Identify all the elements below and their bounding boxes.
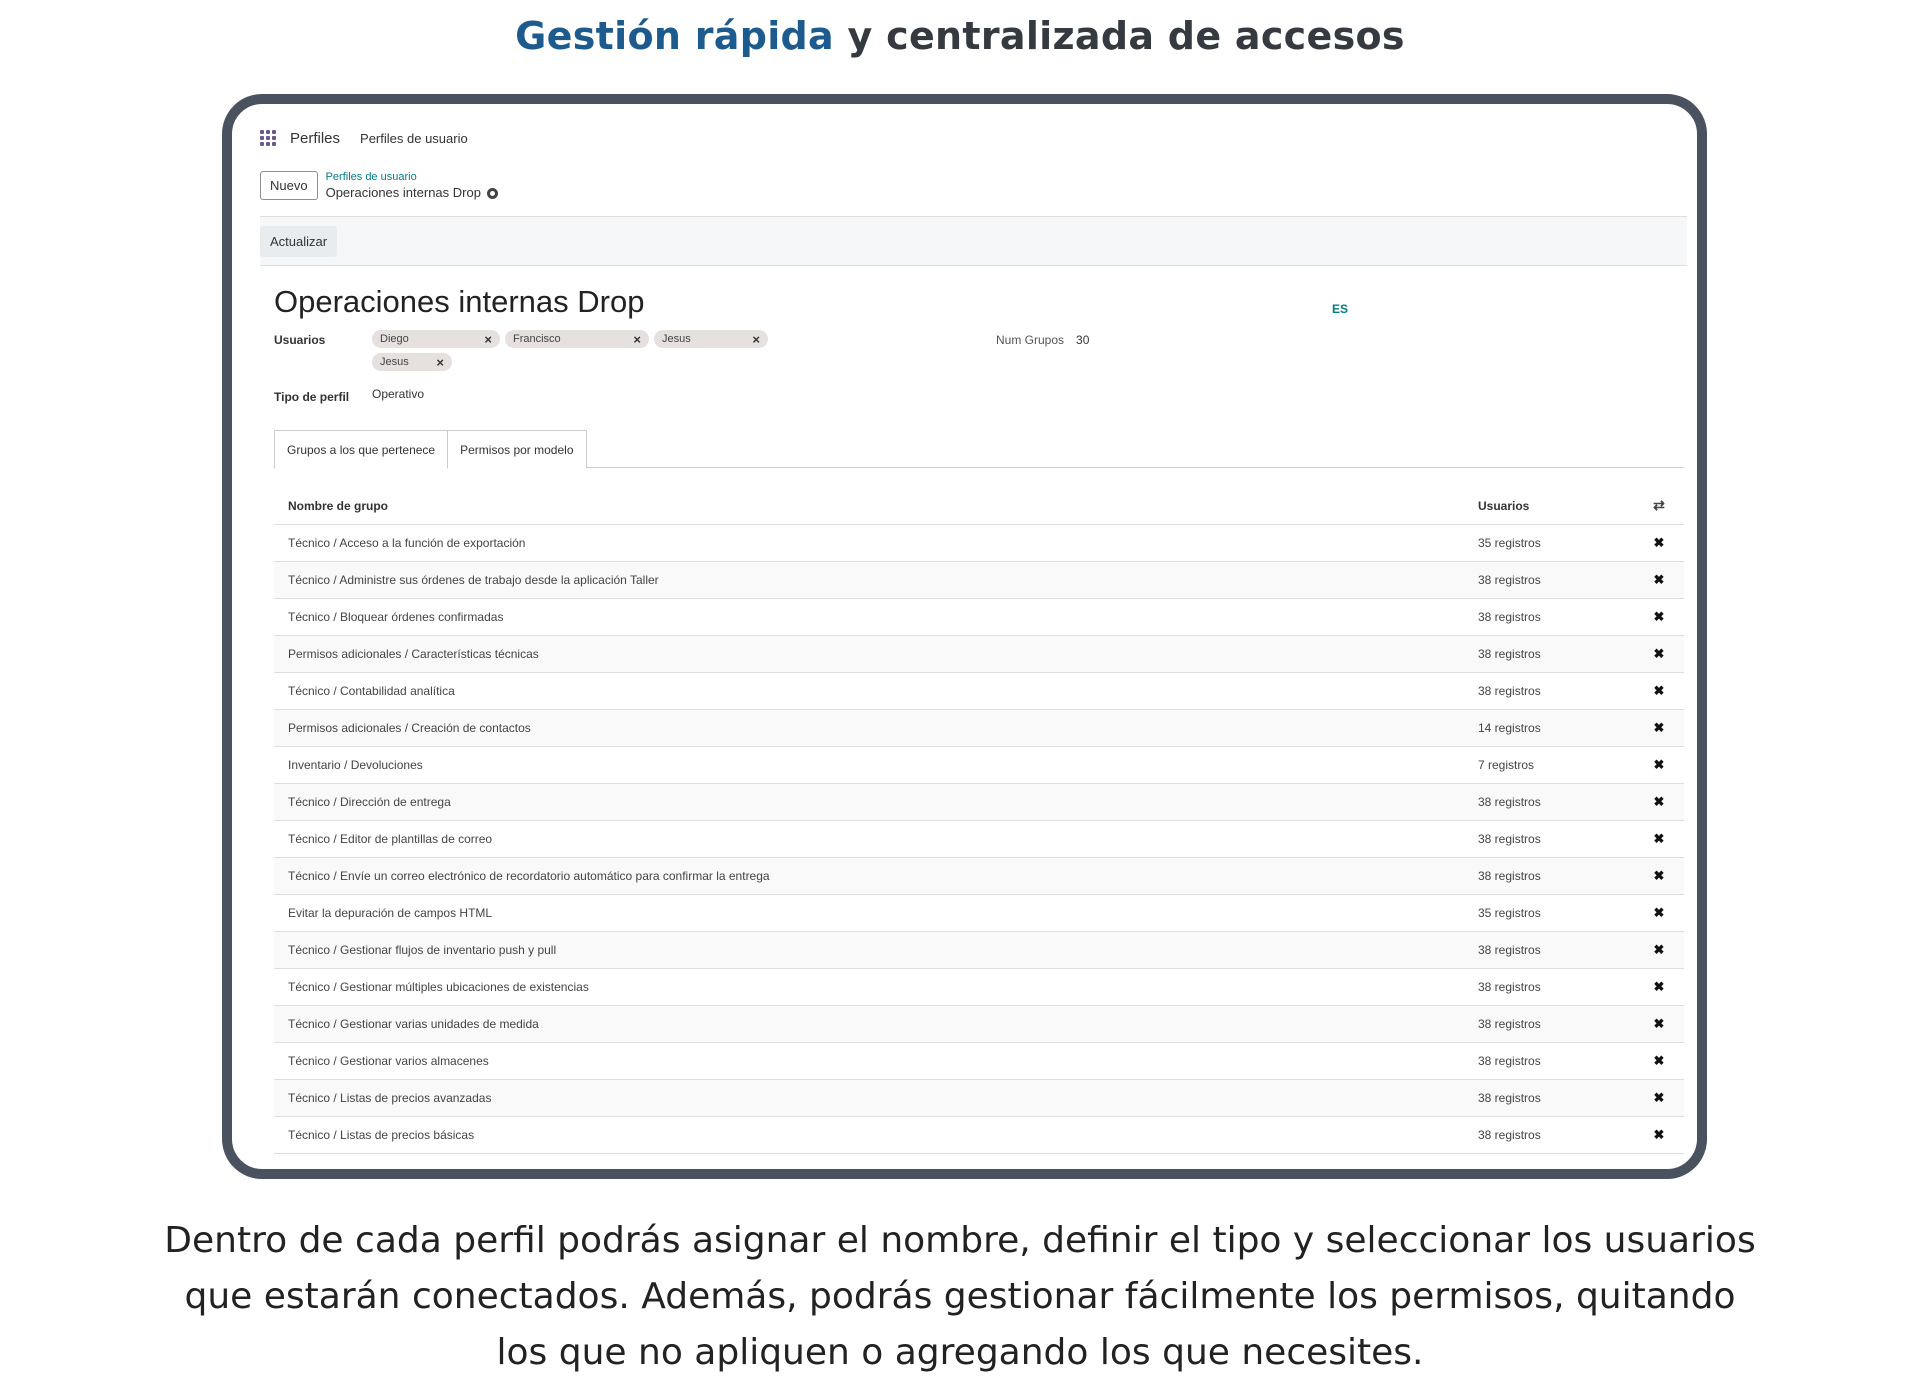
table-row[interactable] — [274, 672, 1684, 709]
language-badge[interactable]: ES — [1332, 302, 1349, 316]
group-users-cell[interactable]: 7 registros — [1464, 746, 1634, 783]
table-row[interactable] — [274, 561, 1684, 598]
user-tag[interactable] — [372, 330, 500, 348]
table-row[interactable] — [274, 931, 1684, 968]
headline-accent: Gestión rápida — [515, 14, 834, 58]
group-users-cell[interactable]: 38 registros — [1464, 820, 1634, 857]
close-icon[interactable]: ✖ — [1634, 524, 1684, 561]
form-sheet — [260, 284, 1680, 1154]
column-options-icon[interactable]: ⇄ — [1634, 488, 1684, 524]
group-name-cell[interactable]: Técnico / Dirección de entrega — [274, 783, 1464, 820]
group-name-cell[interactable]: Técnico / Contabilidad analítica — [274, 672, 1464, 709]
users-tags[interactable] — [372, 330, 852, 371]
group-users-cell[interactable]: 38 registros — [1464, 561, 1634, 598]
group-name-cell[interactable]: Evitar la depuración de campos HTML — [274, 894, 1464, 931]
close-icon[interactable]: × — [633, 331, 641, 347]
group-users-cell[interactable]: 38 registros — [1464, 968, 1634, 1005]
close-icon[interactable]: ✖ — [1634, 820, 1684, 857]
profile-type-label: Tipo de perfil — [274, 390, 350, 404]
table-row[interactable] — [274, 894, 1684, 931]
group-name-cell[interactable]: Permisos adicionales / Características técnicas — [274, 635, 1464, 672]
user-tag-label: Jesus — [662, 333, 691, 345]
close-icon[interactable]: ✖ — [1634, 1042, 1684, 1079]
status-bar — [260, 216, 1687, 266]
close-icon[interactable]: ✖ — [1634, 635, 1684, 672]
column-header-name[interactable]: Nombre de grupo — [274, 488, 1464, 524]
group-name-cell[interactable]: Técnico / Gestionar varios almacenes — [274, 1042, 1464, 1079]
group-name-cell[interactable]: Técnico / Bloquear órdenes confirmadas — [274, 598, 1464, 635]
close-icon[interactable]: × — [484, 331, 492, 347]
table-row[interactable] — [274, 709, 1684, 746]
table-row[interactable] — [274, 524, 1684, 561]
user-tag[interactable] — [372, 353, 452, 371]
tab-permisos-modelo[interactable]: Permisos por modelo — [447, 430, 586, 468]
user-tag-label: Jesus — [380, 356, 409, 368]
caption-line: los que no apliquen o agregando los que necesites. — [496, 1332, 1424, 1373]
caption-text — [0, 1213, 1920, 1381]
close-icon[interactable]: ✖ — [1634, 598, 1684, 635]
group-users-cell[interactable]: 38 registros — [1464, 931, 1634, 968]
group-users-cell[interactable]: 38 registros — [1464, 598, 1634, 635]
group-users-cell[interactable]: 38 registros — [1464, 635, 1634, 672]
group-users-cell[interactable]: 38 registros — [1464, 1116, 1634, 1153]
table-row[interactable] — [274, 857, 1684, 894]
headline — [0, 14, 1920, 58]
close-icon[interactable]: × — [752, 331, 760, 347]
group-users-cell[interactable]: 38 registros — [1464, 1042, 1634, 1079]
group-name-cell[interactable]: Técnico / Listas de precios avanzadas — [274, 1079, 1464, 1116]
menu-perfiles-usuario[interactable]: Perfiles de usuario — [360, 130, 468, 146]
table-row[interactable] — [274, 1042, 1684, 1079]
record-title[interactable]: Operaciones internas Drop — [274, 284, 645, 319]
close-icon[interactable]: ✖ — [1634, 931, 1684, 968]
close-icon[interactable]: ✖ — [1634, 857, 1684, 894]
close-icon[interactable]: ✖ — [1634, 783, 1684, 820]
users-field-row — [274, 330, 1680, 371]
group-name-cell[interactable]: Técnico / Gestionar flujos de inventario push y pull — [274, 931, 1464, 968]
close-icon[interactable]: ✖ — [1634, 746, 1684, 783]
group-name-cell[interactable]: Técnico / Administre sus órdenes de trabajo desde la aplicación Taller — [274, 561, 1464, 598]
update-button[interactable]: Actualizar — [260, 226, 337, 257]
breadcrumb-current — [326, 185, 498, 201]
num-groups-value: 30 — [1076, 333, 1090, 347]
table-row[interactable] — [274, 1079, 1684, 1116]
groups-table — [274, 488, 1684, 1154]
group-name-cell[interactable]: Técnico / Gestionar múltiples ubicaciones de existencias — [274, 968, 1464, 1005]
group-name-cell[interactable]: Técnico / Gestionar varias unidades de medida — [274, 1005, 1464, 1042]
breadcrumb — [326, 169, 498, 201]
caption-line: que estarán conectados. Además, podrás gestionar fácilmente los permisos, quitando — [184, 1276, 1736, 1317]
table-row[interactable] — [274, 598, 1684, 635]
table-row[interactable] — [274, 635, 1684, 672]
apps-grid-icon[interactable] — [260, 130, 276, 146]
table-row[interactable] — [274, 968, 1684, 1005]
close-icon[interactable]: ✖ — [1634, 1005, 1684, 1042]
gear-icon[interactable] — [487, 188, 498, 199]
tab-grupos[interactable]: Grupos a los que pertenece — [274, 430, 448, 469]
group-name-cell[interactable]: Técnico / Listas de precios básicas — [274, 1116, 1464, 1153]
profile-type-row — [274, 387, 1680, 404]
headline-rest: y centralizada de accesos — [834, 14, 1405, 58]
user-tag[interactable] — [654, 330, 768, 348]
table-row[interactable] — [274, 1005, 1684, 1042]
group-name-cell[interactable]: Inventario / Devoluciones — [274, 746, 1464, 783]
device-frame — [222, 94, 1707, 1179]
profile-type-value[interactable]: Operativo — [372, 387, 425, 401]
new-button[interactable]: Nuevo — [260, 171, 318, 200]
group-users-cell[interactable]: 35 registros — [1464, 894, 1634, 931]
top-navbar — [260, 118, 1680, 158]
user-tag-label: Francisco — [513, 333, 561, 345]
user-tag-label: Diego — [380, 333, 409, 345]
num-groups-field — [996, 333, 1089, 347]
group-name-cell[interactable]: Técnico / Editor de plantillas de correo — [274, 820, 1464, 857]
group-users-cell[interactable]: 38 registros — [1464, 857, 1634, 894]
close-icon[interactable]: × — [436, 354, 444, 370]
control-panel — [260, 166, 1680, 204]
group-name-cell[interactable]: Técnico / Envíe un correo electrónico de recordatorio automático para confirmar la entrega — [274, 857, 1464, 894]
close-icon[interactable]: ✖ — [1634, 894, 1684, 931]
table-row[interactable] — [274, 783, 1684, 820]
group-users-cell[interactable]: 14 registros — [1464, 709, 1634, 746]
users-label: Usuarios — [274, 333, 326, 347]
group-name-cell[interactable]: Permisos adicionales / Creación de contactos — [274, 709, 1464, 746]
group-users-cell[interactable]: 35 registros — [1464, 524, 1634, 561]
group-users-cell[interactable]: 38 registros — [1464, 672, 1634, 709]
close-icon[interactable]: ✖ — [1634, 561, 1684, 598]
close-icon[interactable]: ✖ — [1634, 968, 1684, 1005]
table-row[interactable] — [274, 820, 1684, 857]
table-header-row — [274, 488, 1684, 524]
group-users-cell[interactable]: 38 registros — [1464, 1005, 1634, 1042]
close-icon[interactable]: ✖ — [1634, 709, 1684, 746]
group-users-cell[interactable]: 38 registros — [1464, 783, 1634, 820]
close-icon[interactable]: ✖ — [1634, 1116, 1684, 1153]
table-row[interactable] — [274, 1116, 1684, 1153]
column-header-users[interactable]: Usuarios — [1464, 488, 1634, 524]
caption-line: Dentro de cada perfil podrás asignar el nombre, definir el tipo y seleccionar los usuarios — [164, 1220, 1756, 1261]
breadcrumb-current-label: Operaciones internas Drop — [325, 185, 481, 200]
user-tag[interactable] — [505, 330, 649, 348]
app-brand[interactable]: Perfiles — [290, 129, 341, 147]
close-icon[interactable]: ✖ — [1634, 1079, 1684, 1116]
app-window — [260, 118, 1680, 1178]
table-row[interactable] — [274, 746, 1684, 783]
group-users-cell[interactable]: 38 registros — [1464, 1079, 1634, 1116]
notebook-tabs — [274, 430, 1684, 468]
breadcrumb-parent[interactable]: Perfiles de usuario — [325, 171, 417, 183]
close-icon[interactable]: ✖ — [1634, 672, 1684, 709]
num-groups-label: Num Grupos — [996, 333, 1065, 347]
group-name-cell[interactable]: Técnico / Acceso a la función de exportación — [274, 524, 1464, 561]
